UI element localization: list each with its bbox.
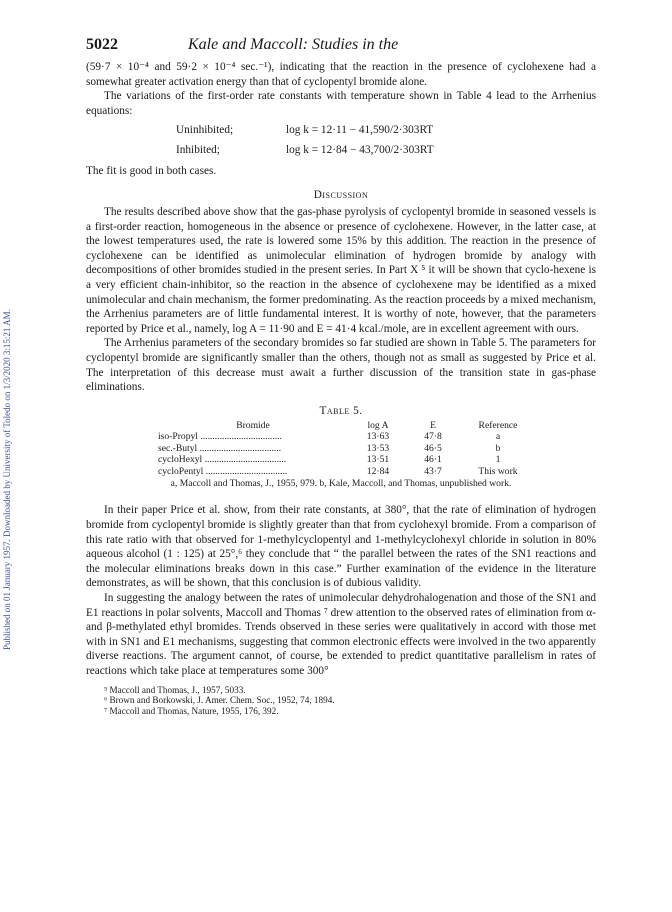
equation-expression: log k = 12·84 − 43,700/2·303RT <box>286 144 434 157</box>
footnote: ⁵ Maccoll and Thomas, J., 1957, 5033. <box>104 684 246 695</box>
equation-label: Uninhibited; <box>176 124 234 137</box>
table-cell: cycloPentyl .................................. <box>158 466 288 478</box>
footnote: ⁶ Brown and Borkowski, J. Amer. Chem. Soc., 1952, 74, 1894. <box>104 695 335 706</box>
table-cell: 46·5 <box>424 442 442 454</box>
page-body <box>86 36 596 716</box>
paragraph: The fit is good in both cases. <box>86 165 217 178</box>
column-header: log A <box>367 419 389 431</box>
equation <box>86 144 596 160</box>
paragraph: The results described above show that the gas-phase pyrolysis of cyclopentyl bromide in seasoned vessels is a first-order reaction, homogeneous in the absence or presence of cyclohexene. However, in the latter case, at the lowest temperatures used, the rate is lowered some 15% by this addition. The reaction in the presence of cyclohexene can be identified as unimolecular elimination of hydrogen bromide by analogy with decompositions of other bromides studied in the present series. In Part X ⁵ it will be shown that cyclo-hexene is a very efficient chain-inhibitor, so the reaction in the absence of cyclohexene may be identified as a mixed unimolecular and chain mechanism, the former predominating. As the reaction proceeds by a mixed mechanism, the Arrhenius parameters are of little fundamental interest. It is worthy of note, however, that the parameters reported by Price et al., namely, log A = 11·90 and E = 41·4 kcal./mole, are in excellent agreement with ours. <box>86 205 596 335</box>
table-footnote: a, Maccoll and Thomas, J., 1955, 979. b, Kale, Maccoll, and Thomas, unpublished work. <box>170 477 512 489</box>
column-header: Bromide <box>236 419 270 431</box>
table-cell: 12·84 <box>366 466 390 478</box>
table-cell: 1 <box>495 454 501 466</box>
footnote: ⁷ Maccoll and Thomas, Nature, 1955, 176, 392. <box>104 705 279 716</box>
table-row <box>158 443 538 455</box>
data-table <box>158 420 538 478</box>
equation-label: Inhibited; <box>176 144 220 157</box>
equation <box>86 124 596 140</box>
table-row <box>158 466 538 478</box>
table-title: Table 5. <box>319 404 363 417</box>
table-cell: 13·53 <box>366 442 390 454</box>
table-cell: b <box>495 442 501 454</box>
paragraph: In suggesting the analogy between the rates of unimolecular dehydrohalogenation and those of the SN1 and E1 reactions in polar solvents, Maccoll and Thomas ⁷ drew attention to the observed rates of elimination from α- and β-methylated ethyl bromides. Trends observed in these series were qualitatively in accord with those met with in SN1 and E1 mechanisms, suggesting that common electronic effects were involved in the two apparently diverse reactions. The argument cannot, of course, be extended to predict quantitative parallelism in rates of reactions which take place at temperatures some 300° <box>86 592 596 677</box>
paragraph: In their paper Price et al. show, from their rate constants, at 380°, that the rate of elimination of hydrogen bromide from cyclopentyl bromide is slightly greater than that from cyclohexyl bromide. From a comparison of this rate ratio with that observed for 1-methylcyclopentyl and 1-methylcyclohexyl chloride in solution in 80% aqueous alcohol (1 : 125) at 25°,⁶ they conclude that “ the parallel between the rates of the SN1 reactions and the molecular eliminations breaks down in this case.” Further examination of the evidence in the literature demonstrates, as will be shown, that this conclusion is of dubious validity. <box>86 504 596 590</box>
column-header: E <box>430 419 436 431</box>
table-cell: This work <box>478 466 518 478</box>
table-cell: sec.-Butyl .................................. <box>158 442 282 454</box>
table-cell: cycloHexyl .................................. <box>158 454 287 466</box>
paragraph: The variations of the first-order rate constants with temperature shown in Table 4 lead to the Arrhenius equations: <box>86 90 596 117</box>
paragraph: (59·7 × 10⁻⁴ and 59·2 × 10⁻⁴ sec.⁻¹), indicating that the reaction in the presence of cyclohexene had a somewhat greater activation energy than that of cyclopentyl bromide alone. <box>86 61 596 88</box>
section-heading: Discussion <box>313 188 369 201</box>
table-row <box>158 454 538 466</box>
column-header: Reference <box>478 419 518 431</box>
table-cell: iso-Propyl .................................. <box>158 431 282 443</box>
table-cell: 13·51 <box>366 454 390 466</box>
table-cell: a <box>495 431 501 443</box>
equation-expression: log k = 12·11 − 41,590/2·303RT <box>286 124 434 137</box>
running-title: Kale and Maccoll: Studies in the <box>188 36 399 53</box>
paragraph: The Arrhenius parameters of the secondary bromides so far studied are shown in Table 5. The parameters for cyclopentyl bromide are significantly smaller than the others, though not as small as suggested by Price et al. The interpretation of this decrease must await a further discussion of the transition state in gas-phase eliminations. <box>86 337 596 394</box>
table-cell: 43·7 <box>424 466 442 478</box>
table-row <box>158 431 538 443</box>
table-cell: 47·8 <box>424 431 442 443</box>
table-header-row <box>158 420 538 432</box>
download-watermark: Published on 01 January 1957. Downloaded by University of Toledo on 1/3/2020 3:15:21 AM. <box>2 309 12 650</box>
table-cell: 13·63 <box>366 431 390 443</box>
table-cell: 46·1 <box>424 454 442 466</box>
running-header <box>86 36 596 60</box>
page-number: 5022 <box>86 36 118 53</box>
